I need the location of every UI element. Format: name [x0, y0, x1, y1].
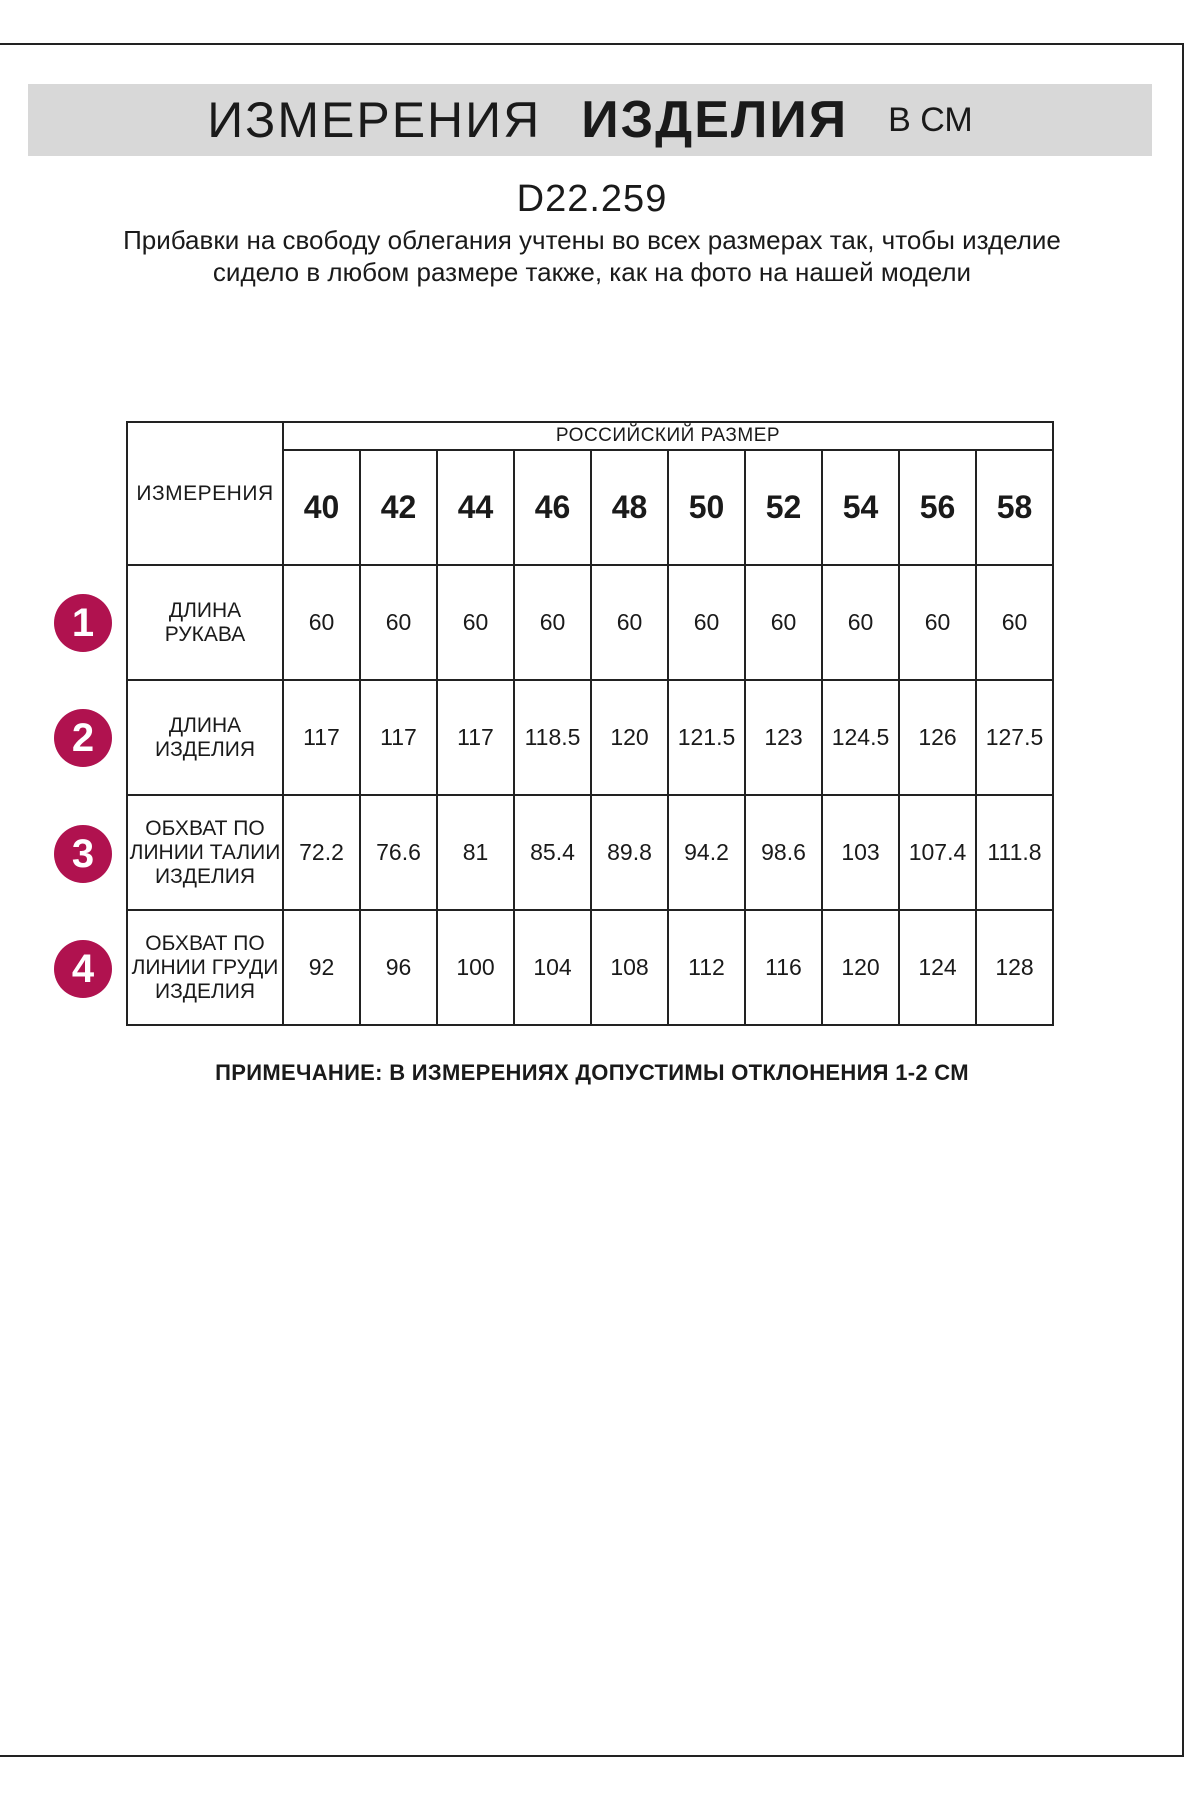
russian-size-header: РОССИЙСКИЙ РАЗМЕР: [283, 422, 1053, 450]
row-number-badge: 3: [54, 825, 112, 883]
size-header: 56: [899, 450, 976, 565]
tolerance-note: ПРИМЕЧАНИЕ: В ИЗМЕРЕНИЯХ ДОПУСТИМЫ ОТКЛОНЕНИЯ 1-2 СМ: [215, 1060, 969, 1085]
table-cell: 103: [822, 795, 899, 910]
table-cell: 94.2: [668, 795, 745, 910]
size-header: 50: [668, 450, 745, 565]
size-header: 46: [514, 450, 591, 565]
table-cell: 111.8: [976, 795, 1053, 910]
table-cell: 100: [437, 910, 514, 1025]
table-row: [127, 680, 1053, 795]
table-cell: 92: [283, 910, 360, 1025]
row-number-badge: 1: [54, 594, 112, 652]
title-unit: В СМ: [888, 100, 973, 139]
table-cell: 118.5: [514, 680, 591, 795]
table-cell: 89.8: [591, 795, 668, 910]
title-regular: ИЗМЕРЕНИЯ: [207, 92, 542, 148]
table-cell: 124.5: [822, 680, 899, 795]
table-cell: 60: [437, 565, 514, 680]
table-cell: 128: [976, 910, 1053, 1025]
title-banner: [28, 84, 1152, 156]
measure-header: ИЗМЕРЕНИЯ: [127, 422, 283, 565]
table-cell: 60: [591, 565, 668, 680]
table-cell: 76.6: [360, 795, 437, 910]
table-cell: 107.4: [899, 795, 976, 910]
table-cell: 60: [899, 565, 976, 680]
measure-label: ДЛИНА ИЗДЕЛИЯ: [127, 680, 283, 795]
measure-label: ОБХВАТ ПО ЛИНИИ ТАЛИИ ИЗДЕЛИЯ: [127, 795, 283, 910]
fit-description: Прибавки на свободу облегания учтены во всех размерах так, чтобы изделие сидело в любом размере также, как на фото на нашей модели: [123, 225, 1061, 287]
table-cell: 120: [591, 680, 668, 795]
table-row: [127, 910, 1053, 1025]
row-number-badge: 2: [54, 709, 112, 767]
table-cell: 72.2: [283, 795, 360, 910]
size-table: [126, 421, 1054, 1026]
table-row: [127, 565, 1053, 680]
table-cell: 121.5: [668, 680, 745, 795]
row-number-badge: 4: [54, 940, 112, 998]
measure-label: ДЛИНА РУКАВА: [127, 565, 283, 680]
table-cell: 124: [899, 910, 976, 1025]
table-cell: 60: [283, 565, 360, 680]
table-cell: 112: [668, 910, 745, 1025]
table-row: [127, 795, 1053, 910]
size-header: 42: [360, 450, 437, 565]
measure-label: ОБХВАТ ПО ЛИНИИ ГРУДИ ИЗДЕЛИЯ: [127, 910, 283, 1025]
table-cell: 98.6: [745, 795, 822, 910]
table-cell: 120: [822, 910, 899, 1025]
table-cell: 117: [360, 680, 437, 795]
title-bold: ИЗДЕЛИЯ: [581, 91, 849, 149]
size-header: 44: [437, 450, 514, 565]
table-cell: 60: [976, 565, 1053, 680]
table-cell: 104: [514, 910, 591, 1025]
table-cell: 60: [822, 565, 899, 680]
table-cell: 60: [360, 565, 437, 680]
table-cell: 81: [437, 795, 514, 910]
table-cell: 96: [360, 910, 437, 1025]
table-cell: 60: [668, 565, 745, 680]
table-cell: 123: [745, 680, 822, 795]
table-cell: 126: [899, 680, 976, 795]
article-number: D22.259: [516, 178, 668, 220]
size-header: 54: [822, 450, 899, 565]
table-cell: 116: [745, 910, 822, 1025]
size-header: 40: [283, 450, 360, 565]
table-cell: 108: [591, 910, 668, 1025]
table-cell: 127.5: [976, 680, 1053, 795]
size-header: 52: [745, 450, 822, 565]
size-header: 58: [976, 450, 1053, 565]
table-cell: 117: [437, 680, 514, 795]
table-cell: 60: [745, 565, 822, 680]
table-cell: 117: [283, 680, 360, 795]
size-header: 48: [591, 450, 668, 565]
table-cell: 60: [514, 565, 591, 680]
table-cell: 85.4: [514, 795, 591, 910]
